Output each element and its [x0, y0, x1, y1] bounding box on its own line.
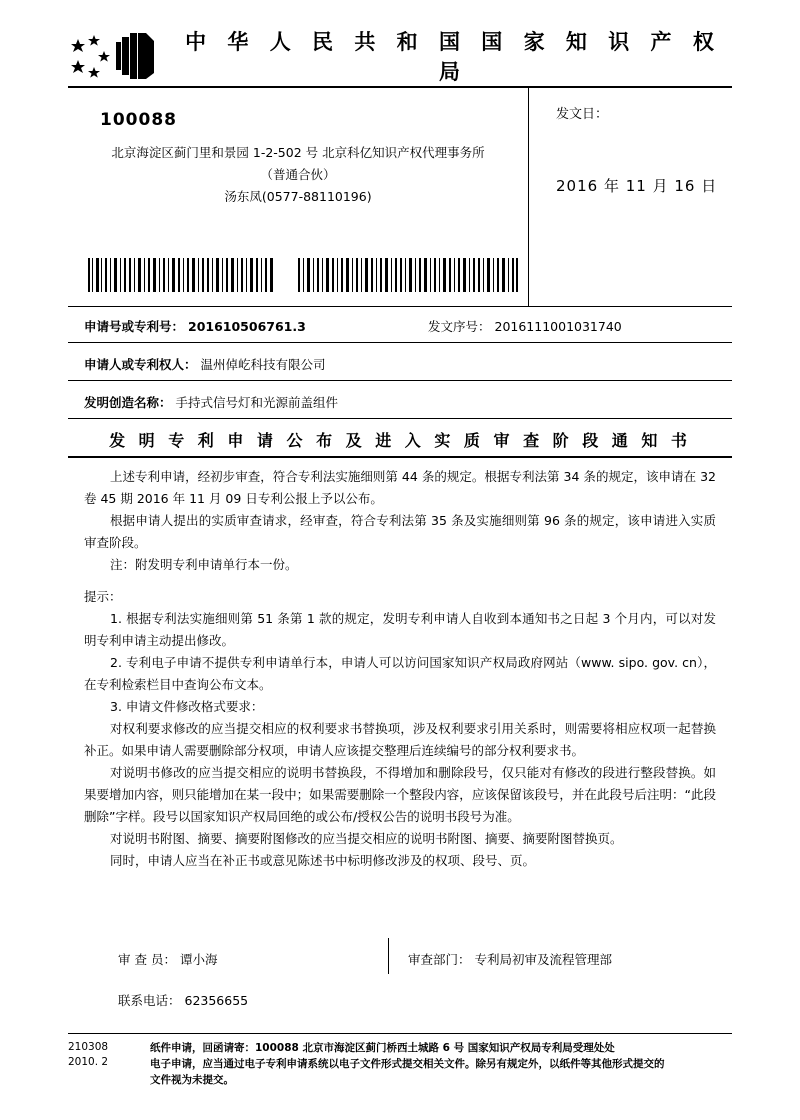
- applicant-label: 申请人或专利权人：: [84, 357, 197, 372]
- footer-note: [150, 1040, 732, 1088]
- recipient-block-divider: [68, 306, 732, 307]
- tip-item-3a: 对权利要求修改的应当提交相应的权利要求书替换项，涉及权利要求引用关系时，则需要将相应权项一起替换补正。如果申请人需要删除部分权项，申请人应该提交整理后连续编号的部分权利要求书。: [84, 721, 716, 758]
- tip-item-1: 1. 根据专利法实施细则第 51 条第 1 款的规定，发明专利申请人自收到本通知书之日起 3 个月内，可以对发明专利申请主动提出修改。: [84, 611, 716, 648]
- sipo-emblem-icon: [68, 31, 164, 81]
- field-divider-3: [68, 418, 732, 419]
- footer-note-line-2: 电子申请，应当通过电子专利申请系统以电子文件形式提交相关文件。除另有规定外，以纸件等其他形式提交的: [150, 1058, 665, 1070]
- document-header: [68, 28, 732, 84]
- dispatch-date-value: 2016 年 11 月 16 日: [556, 177, 718, 195]
- tip-item-3d: 同时，申请人应当在补正书或意见陈述书中标明修改涉及的权项、段号、页。: [110, 853, 536, 868]
- address-line-2: （普通合伙）: [260, 167, 336, 182]
- recipient-address: [78, 142, 518, 208]
- postcode: 100088: [100, 110, 177, 130]
- footer-note-line-1-value: 100088 北京市海淀区蓟门桥西土城路 6 号 国家知识产权局专利局受理处处: [255, 1042, 615, 1054]
- application-number-row: [84, 317, 306, 335]
- footer-note-line-1-label: 纸件申请，回函请寄：: [150, 1042, 255, 1054]
- notice-title: 发 明 专 利 申 请 公 布 及 进 入 实 质 审 查 阶 段 通 知 书: [109, 431, 691, 450]
- tips-list: [84, 608, 716, 872]
- dispatch-serial-barcode: [298, 258, 518, 292]
- department-value: 专利局初审及流程管理部: [474, 952, 613, 967]
- invention-title-label: 发明创造名称：: [84, 395, 172, 410]
- department-label: 审查部门：: [408, 952, 471, 967]
- examiner-value: 谭小海: [179, 952, 218, 967]
- footer-divider: [68, 1033, 732, 1034]
- contact-phone-row: [118, 991, 248, 1009]
- application-number-barcode: [88, 258, 274, 292]
- invention-title-value: 手持式信号灯和光源前盖组件: [175, 395, 339, 410]
- recipient-contact: 汤东凤(0577-88110196): [224, 189, 372, 204]
- contact-phone-value: 62356655: [184, 993, 249, 1008]
- dispatch-date-label: 发文日：: [556, 107, 609, 122]
- field-divider-2: [68, 380, 732, 381]
- tip-item-3: 3. 申请文件修改格式要求：: [110, 699, 264, 714]
- notice-body: [84, 466, 716, 872]
- dispatch-serial-label: 发文序号：: [428, 319, 491, 334]
- tip-item-3b: 对说明书修改的应当提交相应的说明书替换段，不得增加和删除段号，仅只能对有修改的段进行整段替换。如果要增加内容，则只能增加在某一段中；如果需要删除一个整段内容，应该保留该段号，并在此段号后注明：“此段删除”字样。段号以国家知识产权局回绝的或公布/授权公告的说明书段号为准。: [84, 765, 716, 824]
- contact-phone-label: 联系电话：: [118, 993, 181, 1008]
- form-number-line-2: 2010. 2: [68, 1056, 109, 1068]
- field-divider-1: [68, 342, 732, 343]
- body-paragraph-2: 根据申请人提出的实质审查请求，经审查，符合专利法第 35 条及实施细则第 96 条的规定，该申请进入实质审查阶段。: [84, 513, 716, 550]
- tip-item-3c: 对说明书附图、摘要、摘要附图修改的应当提交相应的说明书附图、摘要、摘要附图替换页。: [110, 831, 623, 846]
- applicant-row: [84, 355, 326, 373]
- application-number-label: 申请号或专利号：: [84, 319, 185, 334]
- header-divider: [68, 86, 732, 88]
- page-title: 中 华 人 民 共 和 国 国 家 知 识 产 权 局: [185, 30, 721, 84]
- body-paragraph-3: 注：附发明专利申请单行本一份。: [110, 557, 298, 572]
- title-divider: [68, 456, 732, 458]
- footer-note-line-3: 文件视为未提交。: [150, 1074, 234, 1086]
- body-paragraph-1: 上述专利申请，经初步审查，符合专利法实施细则第 44 条的规定。根据专利法第 34 条的规定，该申请在 32 卷 45 期 2016 年 11 月 09 日专利公报上予以公布。: [84, 469, 716, 506]
- form-number: [68, 1040, 108, 1070]
- form-number-line-1: 210308: [68, 1041, 109, 1053]
- tips-heading: 提示：: [84, 589, 122, 604]
- examiner-row: [118, 950, 217, 968]
- date-column-divider: [528, 86, 529, 306]
- signature-divider: [388, 938, 389, 974]
- tip-item-2: 2. 专利电子申请不提供专利申请单行本，申请人可以访问国家知识产权局政府网站（www. sipo. gov. cn），在专利检索栏目中查询公布文本。: [84, 655, 716, 692]
- address-line-1: 北京海淀区蓟门里和景园 1-2-502 号 北京科亿知识产权代理事务所: [111, 145, 485, 160]
- footer-note-line-1: [150, 1040, 732, 1056]
- dispatch-serial-row: [428, 317, 622, 335]
- invention-title-row: [84, 393, 338, 411]
- department-row: [408, 950, 612, 968]
- application-number-value: 201610506761.3: [188, 319, 306, 334]
- dispatch-serial-value: 2016111001031740: [494, 319, 622, 334]
- applicant-value: 温州倬屹科技有限公司: [200, 357, 326, 372]
- examiner-label: 审 查 员：: [118, 952, 176, 967]
